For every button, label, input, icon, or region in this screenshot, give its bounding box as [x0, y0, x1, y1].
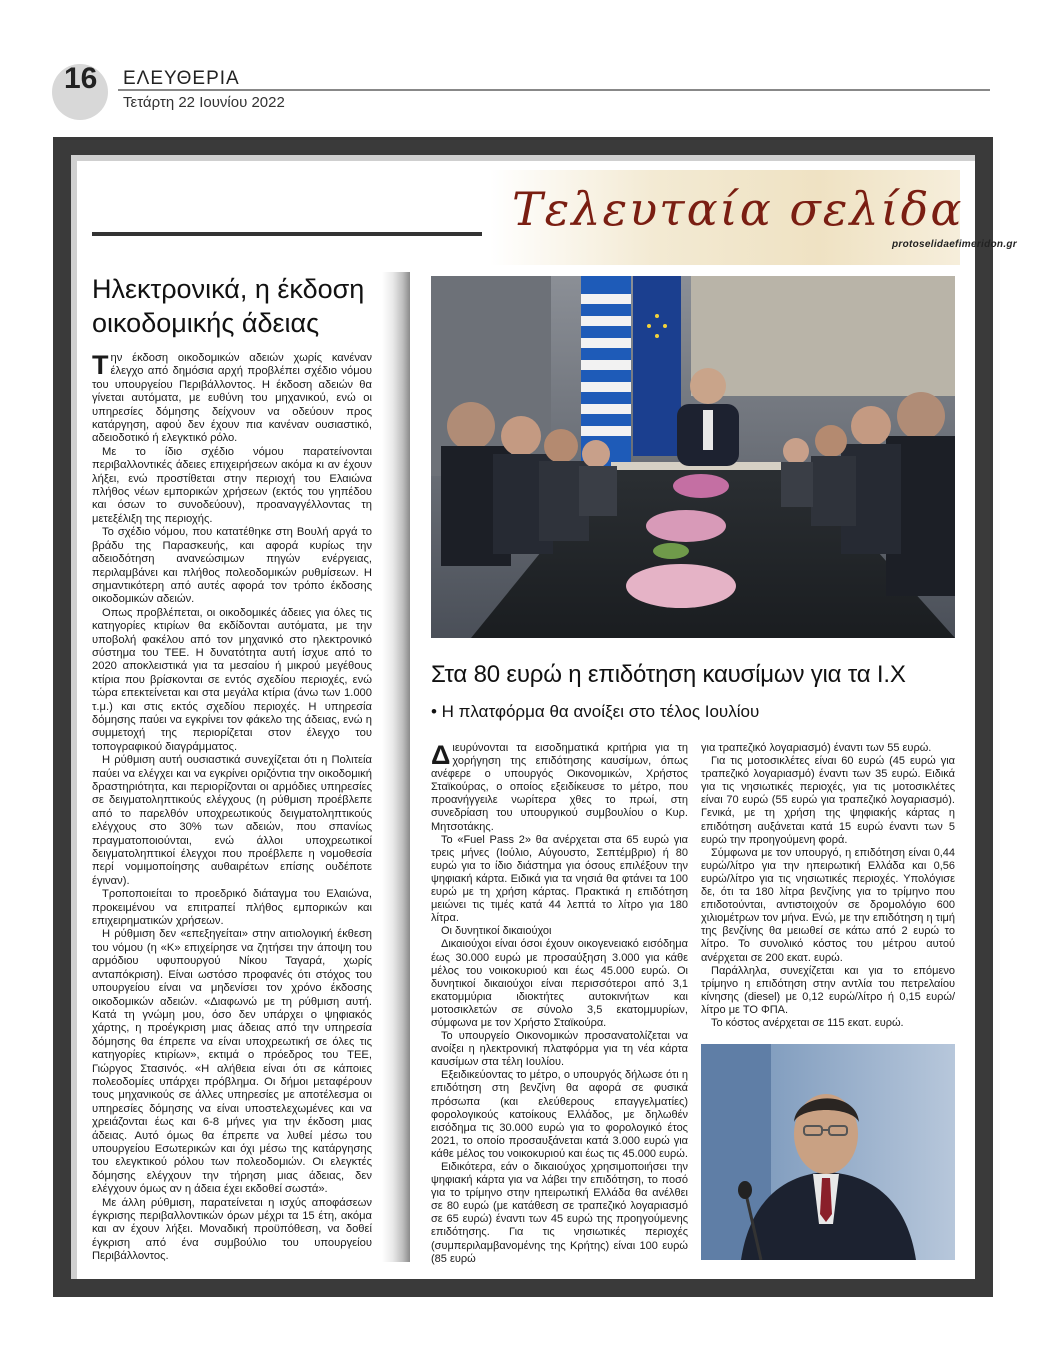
main-article-paragraph: Ειδικότερα, εάν ο δικαιούχος χρησιμοποιήσει την ψηφιακή κάρτα για να λάβει την επιδότηση, το ποσό για το τρίμηνο στην ηπειρωτική Ελλάδα θα ανέλθει σε 80 ευρώ (με κατάθεση σε τραπεζικό λογαριασμό σε 65 ευρώ) έναντι των 45 ευρώ της προηγούμενης επιδότησης. Για τις νησιωτικές περιοχές (συμπεριλαμβανομένης της Κρήτης) είναι 100 ευρώ (85 ευρώ [431, 1161, 688, 1265]
section-title: Τελευταία σελίδα [512, 182, 964, 236]
frame-left [53, 137, 71, 1297]
cabinet-meeting-photo [431, 276, 955, 638]
minister-illustration [701, 1044, 955, 1260]
frame-top [53, 137, 993, 155]
main-article-paragraph: Για τις μοτοσικλέτες είναι 60 ευρώ (45 ευρώ για τραπεζικό λογαριασμό) έναντι των 35 ευρώ. Ειδικά για τις νησιωτικές περιοχές, για τις μοτοσικλέτες είναι 70 ευρώ (55 ευρώ για τραπεζικό λογαριασμό). Γενικά, με τη χρήση της ψηφιακής κάρτας η επιδότηση αυξάνεται κατά 15 ευρώ έναντι των 5 ευρώ την προηγούμενη φορά. [701, 755, 955, 846]
main-article-paragraph: για τραπεζικό λογαριασμό) έναντι των 55 ευρώ. [701, 742, 932, 754]
section-rule [92, 232, 482, 236]
left-article-paragraph: Οπως προβλέπεται, οι οικοδομικές άδειες για όλες τις κατηγορίες κτιρίων θα εκδίδονται αυτόματα, με την υποβολή φακέλου από τον μηχανικό στο ηλεκτρονικό σύστημα του ΤΕΕ. Η δυνατότητα αυτή ίσχυε από το 2020 αποκλειστικά για τα μεσαίου ή μικρού μεγέθους κτίρια που βρίσκονται σε εντός σχεδίου περιοχές, ενώ τώρα επεκτείνεται και στα μεγάλα κτίρια (άνω των 1.000 τ.μ.) και στις εκτός σχεδίου περιοχές. Η υπηρεσία δόμησης παύει να εγκρίνει τον φάκελο της άδειας, ενώ η συμμετοχή της περιορίζεται στον έλεγχο του τοπογραφικού διαγράμματος. [92, 606, 372, 753]
issue-date: Τετάρτη 22 Ιουνίου 2022 [123, 94, 285, 111]
main-article-column-2 [701, 742, 955, 1030]
main-headline: Στα 80 ευρώ η επιδότηση καυσίμων για τα Ι.Χ [431, 661, 906, 688]
left-article-paragraph: Το σχέδιο νόμου, που κατατέθηκε στη Βουλή αργά το βράδυ της Παρασκευής, και αφορά κυρίως την αδειοδότηση ανανεώσιμων πηγών ενέργειας, περιλαμβάνει και πλήθος πολεοδομικών ρυθμίσεων. Η σημαντικότερη από αυτές αφορά τον τρόπο έκδοσης οικοδομικών αδειών. [92, 526, 372, 606]
left-article-title: Ηλεκτρονικά, η έκδοση οικοδομικής άδειας [92, 274, 365, 338]
page-number: 16 [64, 62, 98, 95]
dropcap: Δ [431, 740, 451, 770]
site-watermark: protoselidaefimeridon.gr [892, 239, 1017, 250]
cabinet-meeting-illustration [431, 276, 955, 638]
left-article-paragraph: Τροποποιείται το προεδρικό διάταγμα του Ελαιώνα, προκειμένου να επιτραπεί πλήθος εμπορικών και επιχειρηματικών χρήσεων. [92, 888, 372, 928]
left-article-paragraph: Η ρύθμιση δεν «επεξηγείται» στην αιτιολογική έκθεση του νόμου (η «Κ» επιχείρησε να ζητήσει την άποψη του αρμόδιου υφυπουργού Νίκου Ταγαρά, χωρίς ανταπόκριση). Είναι ωστόσο προφανές ότι στόχος του υπουργείου είναι να μηδενίσει τον χρόνο έκδοσης οικοδομικών αδειών. «Διαφωνώ με τη ρύθμιση αυτή. Κατά τη γνώμη μου, όσο δεν υπάρχει ο ψηφιακός χάρτης, η προέγκριση μιας άδειας από την υπηρεσία δόμησης θα έπρεπε να είναι υποχρεωτική σε όλες τις κατηγορίες κτιρίων», εκτιμά ο πρόεδρος του ΤΕΕ, Γιώργος Στασινός. «Η αλήθεια είναι ότι σε κάποιες πολεοδομίες υπάρχει πρόβλημα. Οι δήμοι μεταφέρουν τους μηχανικούς σε άλλες υπηρεσίες με αποτέλεσμα οι υπηρεσίες δόμησης να είναι υποστελεχωμένες και να χρειάζονται έως και 6-8 μήνες για την έκδοση μιας άδειας. Αυτό όμως θα έπρεπε να λυθεί μέσω του υπουργείου Εσωτερικών και όχι μέσω της κατάργησης του ελεγκτικού ρόλου των πολεοδομιών. Οι ελεγκτές δόμησης ελέγχουν την τήρηση μιας άδειας, δεν ελέγχουν όμως αν η άδεια έχει εκδοθεί σωστά». [92, 928, 372, 1196]
left-article-paragraph: Με το ίδιο σχέδιο νόμου παρατείνονται περιβαλλοντικές άδειες επιχειρήσεων ακόμα κι αν έχουν λήξει, ενώ προστίθεται στην περιοχή του Ελαιώνα πλήθος νέων εμπορικών χρήσεων (εκτός του γηπέδου και όσων το συνοδεύουν), προαναγγέλλοντας τη μετεξέλιξη της περιοχής. [92, 445, 372, 525]
main-article-paragraph: Εξειδικεύοντας το μέτρο, ο υπουργός δήλωσε ότι η επιδότηση στη βενζίνη θα αφορά σε φυσικά πρόσωπα (και ελεύθερους επαγγελματίες) φορολογικούς κατοίκους Ελλάδος, με δηλωθέν εισόδημα τις 30.000 ευρώ για το φορολογικό έτος 2021, το οποίο προσαυξάνεται κατά 3.000 ευρώ για κάθε μέλος του νοικοκυριού και έως τις 45.000 ευρώ. [431, 1069, 688, 1160]
main-article-paragraph: Δικαιούχοι είναι όσοι έχουν οικογενειακό εισόδημα έως 30.000 ευρώ με προσαύξηση 3.000 για κάθε μέλος του νοικοκυριού και έως 45.000 ευρώ. Οι δυνητικοί δικαιούχοι είναι περισσότεροι από 3,1 εκατομμύρια ιδιοκτήτες αυτοκινήτων και μοτοσικλετών σε σύνολο 3,5 εκατομμυρίων, σύμφωνα με τον Χρήστο Σταϊκούρα. [431, 938, 688, 1029]
main-article-paragraph: Παράλληλα, συνεχίζεται και για το επόμενο τρίμηνο η επιδότηση στην αντλία του πετρελαίου κίνησης (diesel) με 0,12 ευρώ/λίτρο ή 0,15 ευρώ/λίτρο με ΤΟ ΦΠΑ. [701, 964, 955, 1016]
main-subhead: • Η πλατφόρμα θα ανοίξει στο τέλος Ιουλίου [431, 702, 760, 721]
minister-photo [701, 1044, 955, 1260]
left-article-body [92, 352, 372, 1264]
main-article-paragraph: Το κόστος ανέρχεται σε 115 εκατ. ευρώ. [711, 1016, 904, 1029]
left-article-paragraph: Με άλλη ρύθμιση, παρατείνεται η ισχύς αποφάσεων έγκρισης περιβαλλοντικών όρων μέχρι τα 15 έτη, ακόμα και αν έχουν λήξει. Μοναδική προϋπόθεση, να δοθεί έγκριση από ένα συμβούλιο του υπουργείου Περιβάλλοντος. [92, 1196, 372, 1263]
frame-bottom [53, 1279, 993, 1297]
frame-right [975, 137, 993, 1297]
main-article-paragraph: Το υπουργείο Οικονομικών προσανατολίζεται να ανοίξει η ηλεκτρονική πλατφόρμα για τη νέα κάρτα καυσίμων στα τέλη Ιουλίου. [431, 1030, 688, 1069]
header-rule [118, 89, 990, 91]
newspaper-name: ΕΛΕΥΘΕΡΙΑ [123, 68, 240, 89]
main-article-subheading: Οι δυνητικοί δικαιούχοι [441, 925, 552, 938]
main-article-paragraph: Σύμφωνα με τον υπουργό, η επιδότηση είναι 0,44 ευρώ/λίτρο για την ηπειρωτική Ελλάδα και 0,56 ευρώ/λίτρο για τις νησιωτικές περιοχές. Υπολόγισε δε, ότι τα 180 λίτρα βενζίνης για το τρίμηνο που επιδοτούνται, αντιστοιχούν σε δρομολόγιο 600 χιλιομέτρων τον μήνα. Ενώ, με την επιδότηση η τιμή της βενζίνης θα μειωθεί σε κάτω από 2 ευρώ το λίτρο. Το συνολικό κόστος του μέτρου αυτού ανέρχεται σε 200 εκατ. ευρώ. [701, 846, 955, 964]
main-article-column-1 [431, 742, 688, 1266]
dropcap: Τ [92, 350, 109, 380]
frame-shadow-left [71, 155, 77, 1279]
left-article-paragraph: Η ρύθμιση αυτή ουσιαστικά συνεχίζεται ότι η Πολιτεία παύει να ελέγχει και να εγκρίνει οριζόντια την οικοδομική δραστηριότητα, και περιορίζονται οι αρμόδιες υπηρεσίες σε δειγματοληπτικούς ελέγχους (η ρύθμιση προέβλεπε από το παρελθόν υποχρεωτικούς δειγματοληπτικούς ελέγχους στο 30% των αδειών, που σπανίως πραγματοποιούνται, ενώ άλλοι υποχρεωτικοί δειγματοληπτικοί έλεγχοι που προέβλεπε η νομοθεσία περί νομιμοποίησης αυθαιρέτων επίσης ουδέποτε έγιναν). [92, 754, 372, 887]
frame-shadow-top [71, 155, 975, 161]
main-article-paragraph: Το «Fuel Pass 2» θα ανέρχεται στα 65 ευρώ για τρεις μήνες (Ιούλιο, Αύγουστο, Σεπτέμβριο) ή 80 ευρώ για το ίδιο διάστημα για όσους επιλέξουν την ψηφιακή κάρτα. Ειδικά για τα νησιά θα φτάνει τα 100 ευρώ με τη χρήση κάρτας. Πρακτικά η επιδότηση μειώνει τις τιμές κατά 44 λεπτά το λίτρο για 180 λίτρα. [431, 833, 688, 925]
column-divider [382, 272, 410, 1262]
main-article-paragraph: Διευρύνονται τα εισοδηματικά κριτήρια για τη χορήγηση της επιδότησης καυσίμων, όπως ανέφερε ο υπουργός Οικονομικών, Χρήστος Σταϊκούρας, ο οποίος εξειδίκευσε το μέτρο, που προανήγγειλε νωρίτερα χθες το πρωί, στη συνεδρίαση του υπουργικού συμβουλίου ο Κυρ. Μητσοτάκης. [431, 740, 688, 833]
left-article-paragraph: Την έκδοση οικοδομικών αδειών χωρίς κανέναν έλεγχο από δημόσια αρχή προβλέπει σχέδιο νόμου του υπουργείου Περιβάλλοντος. Η έκδοση αδειών θα γίνεται αυτόματα, με ευθύνη του μηχανικού, ενώ οι υπηρεσίες δόμησης δείχνουν να οδεύουν προς κατάργηση, αφού δεν έχουν πια κανέναν ουσιαστικό, αδειοδοτικό ή ελεγκτικό ρόλο. [92, 350, 372, 445]
